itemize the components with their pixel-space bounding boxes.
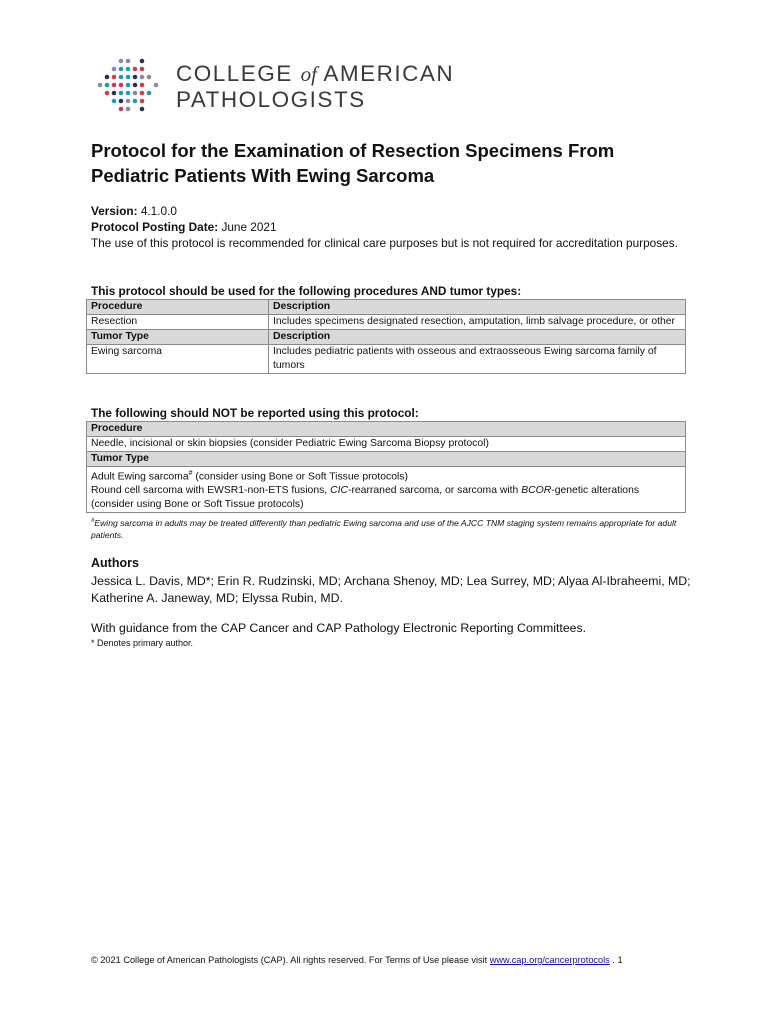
logo-dot bbox=[119, 75, 124, 80]
logo-dot bbox=[119, 83, 124, 88]
round-cell-text-2: -rearraned sarcoma, or sarcoma with bbox=[347, 485, 522, 497]
header-description: Description bbox=[269, 330, 686, 345]
logo-dot bbox=[112, 99, 117, 104]
cell-procedure: Needle, incisional or skin biopsies (consider Pediatric Ewing Sarcoma Biopsy protocol) bbox=[87, 437, 686, 452]
round-cell-text: Round cell sarcoma with EWSR1-non-ETS fusions, bbox=[91, 485, 331, 497]
use-note: The use of this protocol is recommended for clinical care purposes but is not required for accreditation purposes. bbox=[91, 236, 678, 250]
logo-dot-grid-icon bbox=[96, 55, 160, 115]
primary-author-note: * Denotes primary author. bbox=[91, 638, 194, 648]
not-table-label: The following should NOT be reported using this protocol: bbox=[91, 406, 419, 420]
logo-dot bbox=[112, 91, 117, 96]
adult-ewing-note: (consider using Bone or Soft Tissue protocols) bbox=[192, 471, 408, 483]
logo-american: AMERICAN bbox=[323, 61, 455, 86]
logo-dot bbox=[112, 67, 117, 72]
logo-dot bbox=[119, 91, 124, 96]
logo-dot bbox=[126, 59, 131, 64]
logo-dot bbox=[119, 67, 124, 72]
table-row bbox=[87, 437, 686, 452]
page-number: . 1 bbox=[612, 955, 623, 965]
use-table bbox=[86, 299, 686, 374]
logo-dot bbox=[126, 107, 131, 112]
logo-dot bbox=[140, 59, 145, 64]
cell-tumor-type: Ewing sarcoma bbox=[87, 345, 269, 374]
logo-dot bbox=[112, 83, 117, 88]
table-header-row bbox=[87, 452, 686, 467]
guidance-note: With guidance from the CAP Cancer and CAP Pathology Electronic Reporting Committees. bbox=[91, 621, 587, 635]
logo-dot bbox=[126, 83, 131, 88]
cancer-protocols-link[interactable]: www.cap.org/cancerprotocols bbox=[489, 955, 610, 965]
logo-dot bbox=[126, 91, 131, 96]
logo-dot bbox=[126, 75, 131, 80]
logo-dot bbox=[147, 91, 152, 96]
table-header-row bbox=[87, 330, 686, 345]
not-table bbox=[86, 421, 686, 513]
header-tumor-type: Tumor Type bbox=[87, 330, 269, 345]
table-header-row bbox=[87, 422, 686, 437]
table-row bbox=[87, 345, 686, 374]
logo-college: COLLEGE bbox=[176, 61, 293, 86]
footnote-marker: # bbox=[188, 470, 193, 477]
logo-dot bbox=[105, 75, 110, 80]
logo-pathologists: PATHOLOGISTS bbox=[176, 87, 366, 112]
authors-list: Jessica L. Davis, MD*; Erin R. Rudzinski, MD; Archana Shenoy, MD; Lea Surrey, MD; Alyaa Al-Ibraheemi, MD; Katherine A. Janeway, MD; Elyssa Rubin, MD. bbox=[91, 574, 691, 605]
logo-of: of bbox=[300, 62, 317, 86]
logo-dot bbox=[140, 99, 145, 104]
header-procedure: Procedure bbox=[87, 422, 686, 437]
cell-procedure: Resection bbox=[87, 315, 269, 330]
logo-dot bbox=[98, 83, 103, 88]
table-row bbox=[87, 315, 686, 330]
logo-dot bbox=[154, 83, 159, 88]
logo-wordmark bbox=[176, 61, 454, 112]
header-tumor-type: Tumor Type bbox=[87, 452, 686, 467]
header-description: Description bbox=[269, 300, 686, 315]
footnote bbox=[91, 515, 691, 541]
logo-dot bbox=[119, 59, 124, 64]
version-label: Version: bbox=[91, 204, 138, 218]
footnote-marker: # bbox=[91, 518, 95, 524]
cell-description: Includes pediatric patients with osseous and extraosseous Ewing sarcoma family of tumors bbox=[269, 345, 686, 374]
logo-dot bbox=[133, 67, 138, 72]
logo-dot bbox=[105, 91, 110, 96]
logo-dot bbox=[112, 75, 117, 80]
logo-dot bbox=[147, 75, 152, 80]
header-procedure: Procedure bbox=[87, 300, 269, 315]
logo-dot bbox=[140, 91, 145, 96]
logo-dot bbox=[126, 99, 131, 104]
logo-dot bbox=[133, 75, 138, 80]
logo-dot bbox=[140, 67, 145, 72]
logo-dot bbox=[119, 107, 124, 112]
version-value: 4.1.0.0 bbox=[140, 204, 177, 218]
cell-tumor-type bbox=[87, 467, 686, 513]
footnote-text: Ewing sarcoma in adults may be treated differently than pediatric Ewing sarcoma and use of the AJCC TNM staging system remains appropriate for adult patients. bbox=[91, 517, 677, 540]
round-cell-text-3: -genetic alterations (consider using Bone or Soft Tissue protocols) bbox=[91, 485, 640, 511]
posting-date-label: Protocol Posting Date: bbox=[91, 220, 219, 234]
logo-dot bbox=[119, 99, 124, 104]
copyright-text: © 2021 College of American Pathologists (CAP). All rights reserved. For Terms of Use please visit bbox=[91, 955, 490, 965]
use-table-label: This protocol should be used for the following procedures AND tumor types: bbox=[91, 284, 522, 298]
logo-dot bbox=[140, 75, 145, 80]
logo-dot bbox=[133, 91, 138, 96]
bcor-gene: BCOR bbox=[521, 485, 552, 497]
protocol-meta bbox=[91, 203, 691, 251]
logo-dot bbox=[140, 83, 145, 88]
adult-ewing-text: Adult Ewing sarcoma bbox=[91, 471, 189, 483]
table-row bbox=[87, 467, 686, 513]
cap-logo bbox=[96, 55, 476, 115]
logo-dot bbox=[133, 83, 138, 88]
logo-dot bbox=[126, 67, 131, 72]
posting-date-value: June 2021 bbox=[221, 220, 277, 234]
page-title: Protocol for the Examination of Resection Specimens From Pediatric Patients With Ewing Sarcoma bbox=[91, 140, 615, 186]
logo-dot bbox=[140, 107, 145, 112]
authors-heading: Authors bbox=[91, 556, 139, 570]
logo-dot bbox=[133, 99, 138, 104]
page-footer bbox=[91, 955, 691, 965]
cic-gene: CIC bbox=[330, 485, 348, 497]
logo-dot bbox=[105, 83, 110, 88]
cell-description: Includes specimens designated resection, amputation, limb salvage procedure, or other bbox=[269, 315, 686, 330]
table-header-row bbox=[87, 300, 686, 315]
